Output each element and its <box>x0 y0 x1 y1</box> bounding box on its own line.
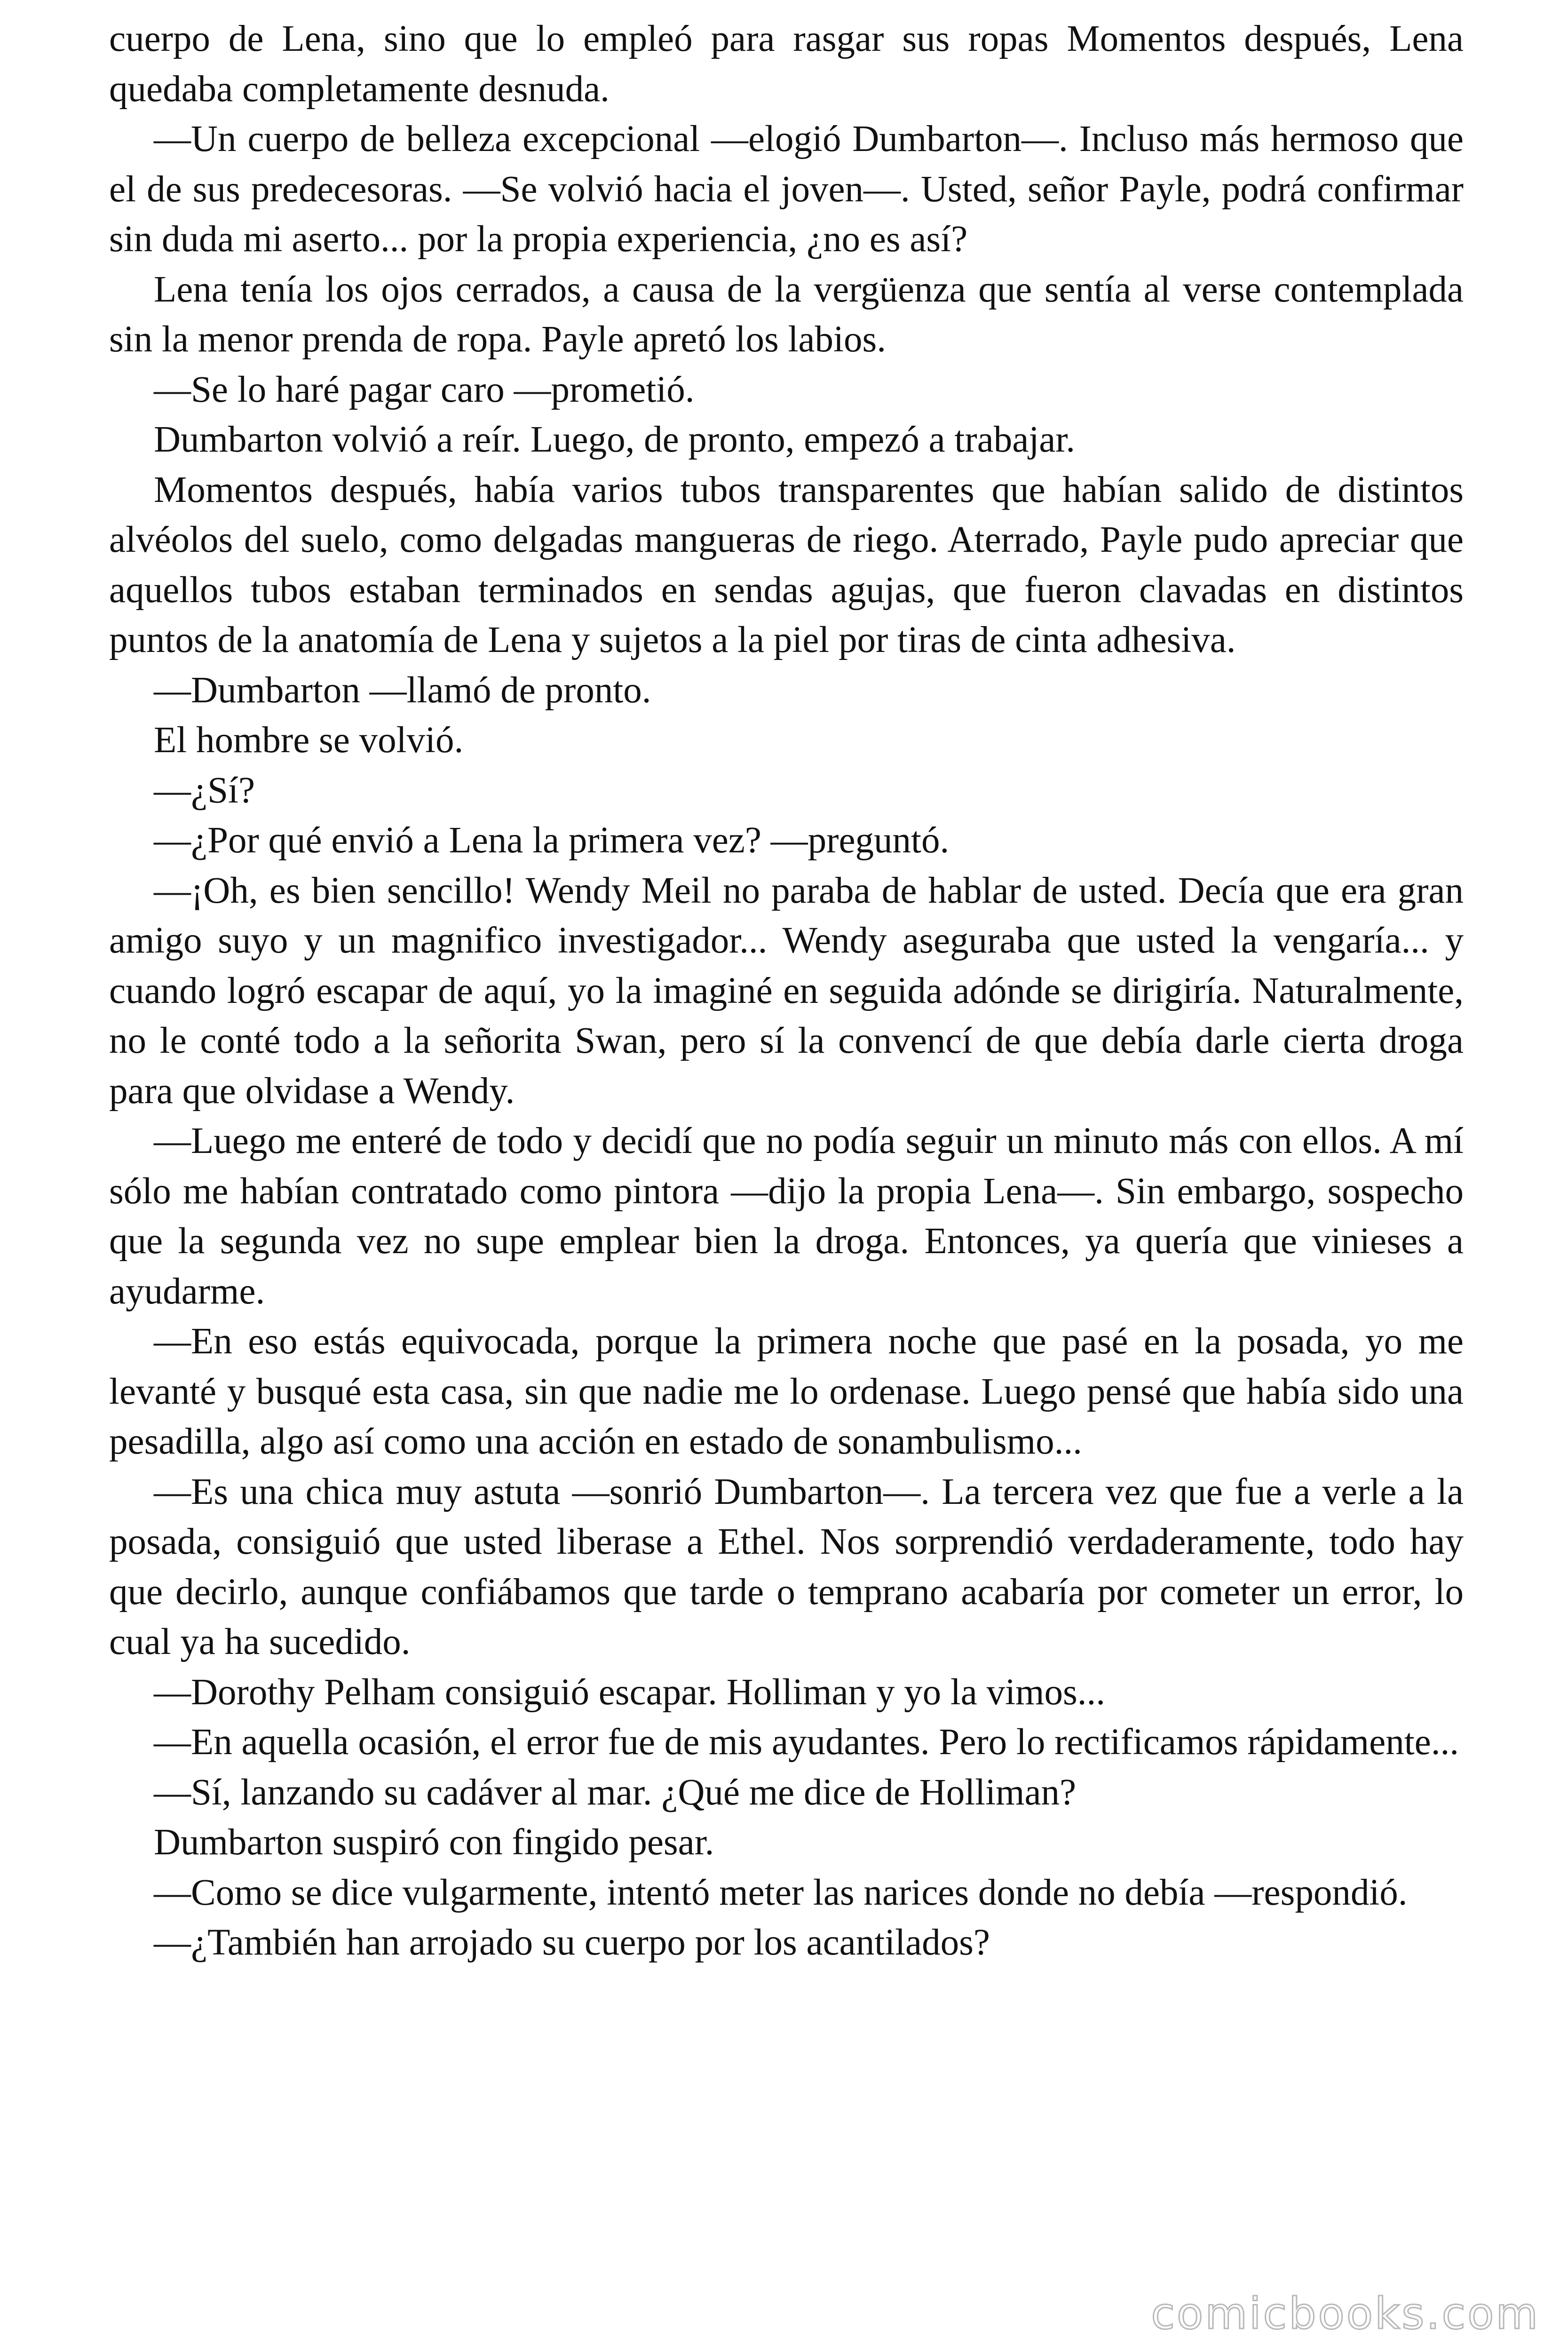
paragraph-19: —Como se dice vulgarmente, intentó meter las narices donde no debía —respondió. <box>154 1872 1408 1913</box>
paragraph-14: —Es una chica muy astuta —sonrió Dumbarton—. La tercera vez que fue a verle a la posada, consiguió que usted liberase a Ethel. Nos sorprendió verdaderamente, todo hay que decirlo, aunque confiábamos que tarde o temprano acabaría por cometer un error, lo cual ya ha sucedido. <box>109 1471 1464 1662</box>
paragraph-4: —Se lo haré pagar caro —prometió. <box>154 369 695 410</box>
paragraph-9: —¿Sí? <box>154 770 255 811</box>
paragraph-1: cuerpo de Lena, sino que lo empleó para rasgar sus ropas Momentos después, Lena quedaba completamente desnuda. <box>109 18 1464 110</box>
paragraph-6: Momentos después, había varios tubos transparentes que habían salido de distintos alvéolos del suelo, como delgadas mangueras de riego. Aterrado, Payle pudo apreciar que aquellos tubos estaban terminados en sendas agujas, que fueron clavadas en distintos puntos de la anatomía de Lena y sujetos a la piel por tiras de cinta adhesiva. <box>109 469 1464 660</box>
paragraph-12: —Luego me enteré de todo y decidí que no podía seguir un minuto más con ellos. A mí sólo me habían contratado como pintora —dijo la propia Lena—. Sin embargo, sospecho que la segunda vez no supe emplear bien la droga. Entonces, ya quería que vinieses a ayudarme. <box>109 1120 1464 1312</box>
paragraph-13: —En eso estás equivocada, porque la primera noche que pasé en la posada, yo me levanté y busqué esta casa, sin que nadie me lo ordenase. Luego pensé que había sido una pesadilla, algo así como una acción en estado de sonambulismo... <box>109 1321 1464 1462</box>
watermark: comicbooks.com <box>1151 2288 1540 2339</box>
paragraph-20: —¿También han arrojado su cuerpo por los acantilados? <box>154 1922 990 1963</box>
paragraph-16: —En aquella ocasión, el error fue de mis ayudantes. Pero lo rectificamos rápidamente... <box>154 1722 1459 1763</box>
paragraph-18: Dumbarton suspiró con fingido pesar. <box>154 1822 714 1863</box>
paragraph-5: Dumbarton volvió a reír. Luego, de pronto, empezó a trabajar. <box>154 419 1075 460</box>
paragraph-11: —¡Oh, es bien sencillo! Wendy Meil no paraba de hablar de usted. Decía que era gran amigo suyo y un magnifico investigador... Wendy aseguraba que usted la vengaría... y cuando logró escapar de aquí, yo la imaginé en seguida adónde se dirigiría. Naturalmente, no le conté todo a la señorita Swan, pero sí la convencí de que debía darle cierta droga para que olvidase a Wendy. <box>109 870 1464 1112</box>
paragraph-8: El hombre se volvió. <box>154 720 464 761</box>
paragraph-2: —Un cuerpo de belleza excepcional —elogió Dumbarton—. Incluso más hermoso que el de sus predecesoras. —Se volvió hacia el joven—. Usted, señor Payle, podrá confirmar sin duda mi aserto... por la propia experiencia, ¿no es así? <box>109 119 1464 260</box>
paragraph-17: —Sí, lanzando su cadáver al mar. ¿Qué me dice de Holliman? <box>154 1772 1077 1813</box>
body-text <box>109 14 1464 1968</box>
paragraph-7: —Dumbarton —llamó de pronto. <box>154 669 651 711</box>
paragraph-10: —¿Por qué envió a Lena la primera vez? —preguntó. <box>154 820 950 861</box>
paragraph-15: —Dorothy Pelham consiguió escapar. Holliman y yo la vimos... <box>154 1671 1105 1713</box>
paragraph-3: Lena tenía los ojos cerrados, a causa de la vergüenza que sentía al verse contemplada sin la menor prenda de ropa. Payle apretó los labios. <box>109 269 1464 360</box>
